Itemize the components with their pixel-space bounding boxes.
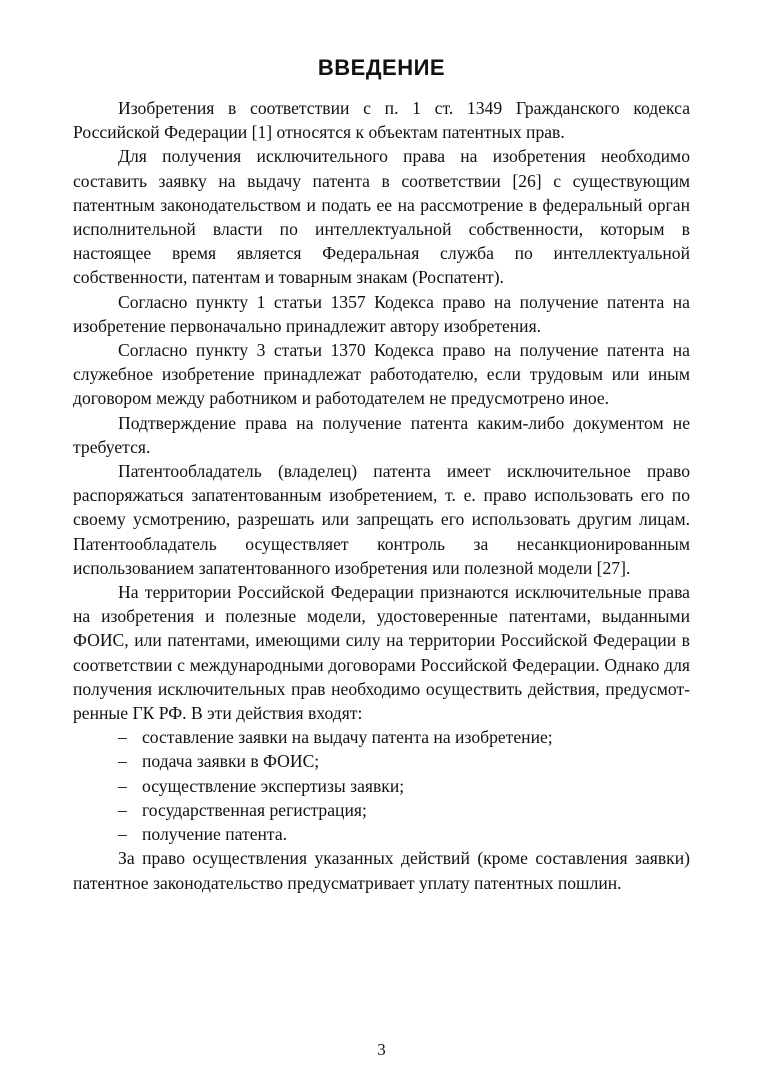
actions-list — [73, 725, 690, 846]
list-item-text: государственная регистрация; — [142, 799, 367, 820]
list-item — [73, 725, 690, 749]
paragraph-2: Для получения исключительного права на изобретения необходимо составить заявку на выдачу патента в соответствии [26] с существующим патентным законодательством и подать ее на рассмотрение в федеральный орган исполнительной власти по интеллектуальной собственности, которым в настоящее время является Федеральная служба по интеллектуальной собственности, патентам и товарным знакам (Роспатент). — [73, 146, 690, 288]
list-dash: – — [118, 751, 127, 772]
list-item-text: осуществление экспертизы заявки; — [142, 775, 405, 796]
paragraph-3: Согласно пункту 1 статьи 1357 Кодекса право на получение патента на изобретение первоначально принадлежит автору изобретения. — [73, 291, 690, 336]
paragraph-6: Патентообладатель (владелец) патента имеет исключительное право распоряжаться запатентованным изобретением, т. е. право использовать его по своему усмотрению, разрешать или запрещать его использовать другим лицам. Патентообладатель осуществляет контроль за несанкционированным использованием запатентованного изобретения или полезной модели [27]. — [73, 461, 690, 578]
list-item — [73, 774, 690, 798]
page-title: ВВЕДЕНИЕ — [317, 55, 446, 80]
list-item-text: составление заявки на выдачу патента на изобретение; — [142, 727, 553, 748]
paragraph-1: Изобретения в соответствии с п. 1 ст. 1349 Гражданского кодекса Российской Федерации [1] относятся к объектам патентных прав. — [73, 98, 690, 143]
page-number: 3 — [377, 1040, 386, 1059]
paragraph-4: Согласно пункту 3 статьи 1370 Кодекса право на получение патента на служебное изобретение принадлежат работодателю, если трудовым или иным договором между работником и работодателем не предусмотрено иное. — [73, 340, 690, 409]
paragraph-5: Подтверждение права на получение патента каким-либо документом не требуется. — [73, 412, 690, 457]
list-item — [73, 822, 690, 846]
list-item-text: получение патента. — [142, 824, 288, 845]
paragraph-7: На территории Российской Федерации признаются исключительные права на изобретения и полезные модели, удостоверенные патентами, выданными ФОИС, или патентами, имеющими силу на территории Российской Федерации в соответствии с международными договорами Российской Федерации. Однако для получения исключительных прав необходимо осуществить действия, предусмотренные ГК РФ. В эти действия входят: — [73, 582, 690, 724]
list-item-text: подача заявки в ФОИС; — [142, 751, 320, 772]
list-item — [73, 749, 690, 773]
list-dash: – — [118, 799, 127, 820]
list-dash: – — [118, 824, 127, 845]
document-page — [73, 50, 690, 895]
closing-paragraph: За право осуществления указанных действий (кроме составления заявки) патентное законодательство предусматривает уплату патентных пошлин. — [73, 848, 690, 893]
list-item — [73, 798, 690, 822]
list-dash: – — [118, 775, 127, 796]
list-dash: – — [118, 727, 127, 748]
